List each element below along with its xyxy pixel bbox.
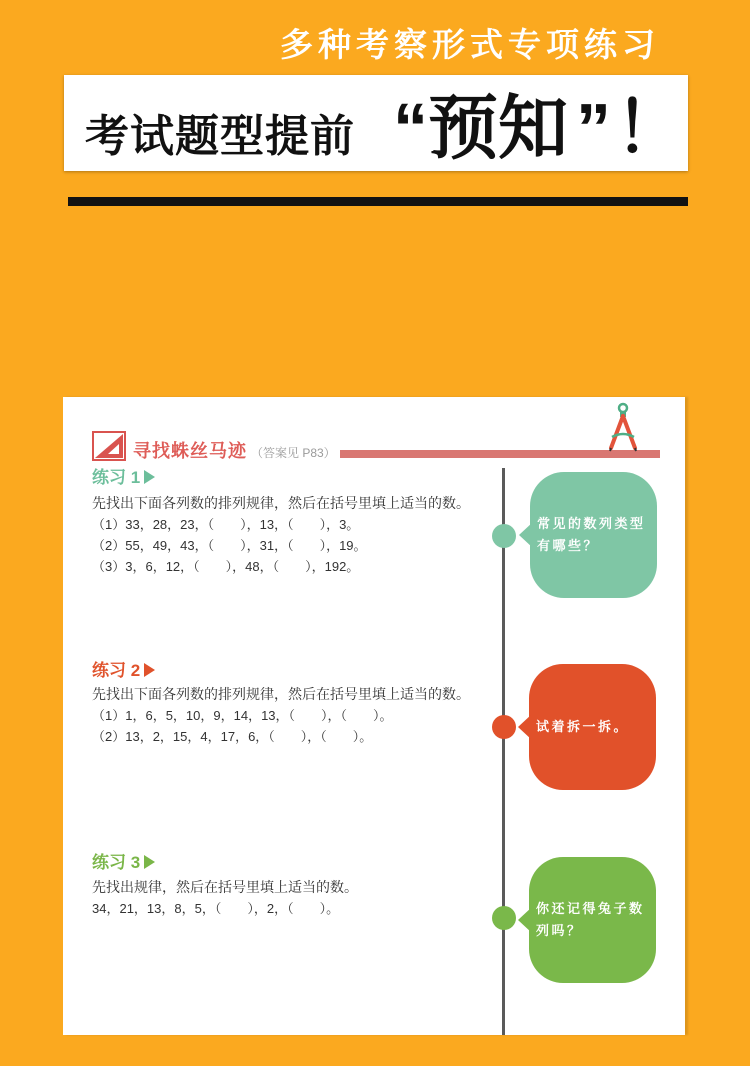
exercise-item: 34，21，13，8，5，（ ），2，（ ）。 (92, 901, 340, 916)
exercise-label-text: 练习 2 (92, 661, 141, 680)
set-square-icon (92, 431, 126, 461)
timeline-dot (492, 715, 516, 739)
tagline: 多种考察形式专项练习 (280, 26, 660, 63)
divider-rule (68, 197, 688, 206)
timeline-dot (492, 906, 516, 930)
timeline-dot (492, 524, 516, 548)
triangle-right-icon (144, 663, 155, 677)
compass-icon (603, 402, 643, 452)
exercise-item: （3）3，6，12，（ ），48，（ ），192。 (92, 559, 360, 574)
headline-banner (64, 75, 688, 171)
hint-text: 你还记得兔子数列吗？ (536, 901, 645, 938)
answer-reference: （答案见 P83） (251, 446, 336, 460)
exercise-instruction: 先找出下面各列数的排列规律，然后在括号里填上适当的数。 (92, 686, 470, 702)
hint-text: 常见的数列类型有哪些？ (537, 516, 646, 553)
exercise-label-text: 练习 3 (92, 853, 141, 872)
exercise-item: （2）13，2，15，4，17，6，（ ），（ ）。 (92, 729, 373, 744)
worksheet-page (63, 397, 685, 1035)
hint-bubble (530, 472, 657, 598)
exercise-1-label (92, 468, 155, 488)
quote-open: “ (393, 89, 428, 167)
exercise-instruction: 先找出下面各列数的排列规律，然后在括号里填上适当的数。 (92, 495, 470, 511)
exercise-2-label (92, 661, 155, 681)
exercise-1-body (92, 493, 470, 577)
exercise-3-label (92, 853, 155, 873)
exercise-label-text: 练习 1 (92, 468, 141, 487)
emphasis-word: 预知 (428, 89, 568, 167)
banner-emphasis (393, 90, 685, 166)
exercise-item: （2）55，49，43，（ ），31，（ ），19。 (92, 538, 367, 553)
hint-bubble (529, 664, 656, 790)
triangle-right-icon (144, 855, 155, 869)
exercise-3-body (92, 877, 358, 919)
triangle-right-icon (144, 470, 155, 484)
hint-text: 试着拆一拆。 (536, 719, 630, 734)
exclamation: ！ (615, 89, 685, 167)
exercise-item: （1）33，28，23，（ ），13，（ ），3。 (92, 517, 360, 532)
timeline-line (502, 468, 505, 1035)
exercise-2-body (92, 684, 470, 747)
banner-text: 考试题型提前 (85, 112, 355, 161)
section-title: 寻找蛛丝马迹 (133, 441, 247, 461)
quote-close: ” (576, 89, 611, 167)
hint-bubble (529, 857, 656, 983)
exercise-item: （1）1，6，5，10，9，14，13，（ ），（ ）。 (92, 708, 393, 723)
exercise-instruction: 先找出规律，然后在括号里填上适当的数。 (92, 879, 358, 895)
